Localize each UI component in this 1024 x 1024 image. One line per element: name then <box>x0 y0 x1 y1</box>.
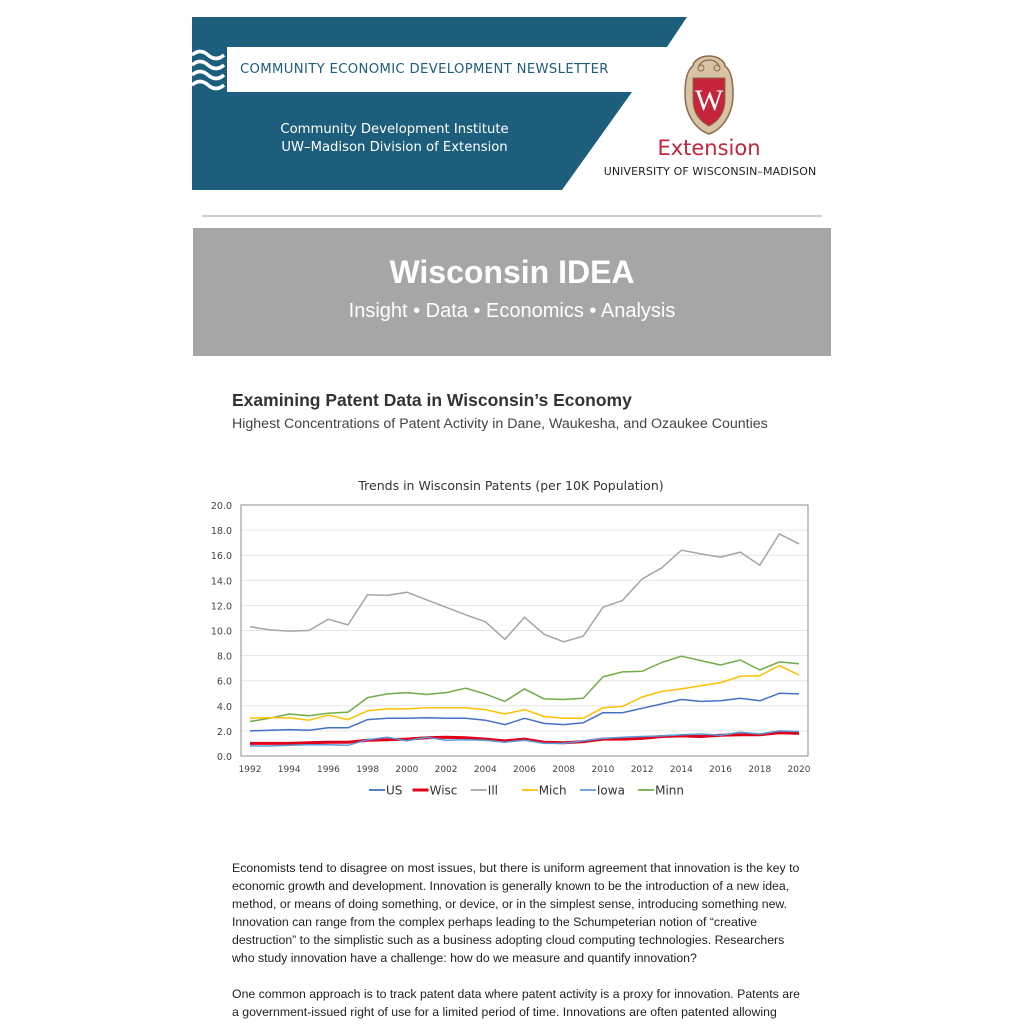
y-tick-label: 12.0 <box>210 601 232 613</box>
legend-label-minn: Minn <box>655 783 685 798</box>
x-tick-label: 2012 <box>630 765 654 775</box>
y-tick-label: 8.0 <box>216 651 232 663</box>
x-tick-label: 2002 <box>434 765 458 775</box>
article-title: Examining Patent Data in Wisconsin’s Economy <box>232 390 632 410</box>
idea-title: Wisconsin IDEA <box>389 254 635 290</box>
article-paragraph-1: Economists tend to disagree on most issues, but there is uniform agreement that innovation is the key to economic growth and development. Innovation is generally known to be the introduction of a new idea, method, or means of doing something, or device, or in the simplest sense, introducing something new. Innovation can range from the complex perhaps leading to the Schumpeterian notion of “creative destruction” to the simplistic such as a business adopting cloud computing technologies. Researchers who study innovation have a challenge: how do we measure and quantify innovation? <box>232 861 800 965</box>
article-paragraph-2: One common approach is to track patent data where patent activity is a proxy for innovation. Patents are a government-issued right of use for a limited period of time. Innovations are often patented allowing <box>232 987 801 1019</box>
extension-label: Extension <box>657 136 761 160</box>
series-line-minn <box>250 656 799 721</box>
legend-label-us: US <box>386 783 403 798</box>
svg-text:W: W <box>694 84 724 117</box>
wisconsin-idea-block <box>193 228 831 356</box>
series-line-us <box>250 693 799 731</box>
x-tick-label: 2000 <box>395 765 419 775</box>
chart-series-lines <box>250 534 799 746</box>
x-tick-label: 1992 <box>238 765 262 775</box>
uw-crest-logo-icon <box>681 54 737 136</box>
x-tick-label: 1994 <box>277 765 301 775</box>
university-label: UNIVERSITY OF WISCONSIN–MADISON <box>603 165 817 178</box>
series-line-ill <box>250 534 799 642</box>
legend-label-mich: Mich <box>538 783 567 798</box>
y-axis-ticks <box>211 501 232 763</box>
x-tick-label: 2010 <box>591 765 615 775</box>
x-axis-ticks <box>239 765 811 775</box>
article-subtitle: Highest Concentrations of Patent Activity in Dane, Waukesha, and Ozaukee Counties <box>232 416 768 432</box>
institute-line-1: Community Development Institute <box>280 122 509 137</box>
y-tick-label: 18.0 <box>210 526 232 538</box>
y-tick-label: 16.0 <box>210 551 232 563</box>
institute-line-2: UW–Madison Division of Extension <box>281 140 508 155</box>
y-tick-label: 14.0 <box>210 576 232 588</box>
y-tick-label: 4.0 <box>216 701 232 713</box>
x-tick-label: 2020 <box>787 765 811 775</box>
y-tick-label: 6.0 <box>216 676 232 688</box>
patents-line-chart <box>195 470 825 810</box>
x-tick-label: 2016 <box>709 765 733 775</box>
y-tick-label: 10.0 <box>210 626 232 638</box>
legend-label-wisc: Wisc <box>429 783 458 798</box>
x-tick-label: 2006 <box>513 765 536 775</box>
legend-label-ill: Ill <box>487 783 499 798</box>
y-tick-label: 20.0 <box>210 501 232 512</box>
newsletter-banner <box>192 17 832 192</box>
idea-subtitle: Insight • Data • Economics • Analysis <box>348 300 676 322</box>
x-tick-label: 2004 <box>473 765 497 775</box>
legend-label-iowa: Iowa <box>596 783 625 798</box>
x-tick-label: 2014 <box>669 765 693 775</box>
x-tick-label: 1996 <box>316 765 340 775</box>
institute-name <box>252 121 537 157</box>
header-divider <box>202 215 822 217</box>
newsletter-title: COMMUNITY ECONOMIC DEVELOPMENT NEWSLETTER <box>240 62 609 77</box>
x-tick-label: 2008 <box>552 765 576 775</box>
y-tick-label: 0.0 <box>216 752 232 763</box>
y-tick-label: 2.0 <box>216 726 232 738</box>
x-tick-label: 1998 <box>356 765 380 775</box>
chart-legend <box>369 784 684 798</box>
x-tick-label: 2018 <box>748 765 772 775</box>
chart-title: Trends in Wisconsin Patents (per 10K Population) <box>358 478 664 493</box>
series-line-mich <box>250 666 799 721</box>
